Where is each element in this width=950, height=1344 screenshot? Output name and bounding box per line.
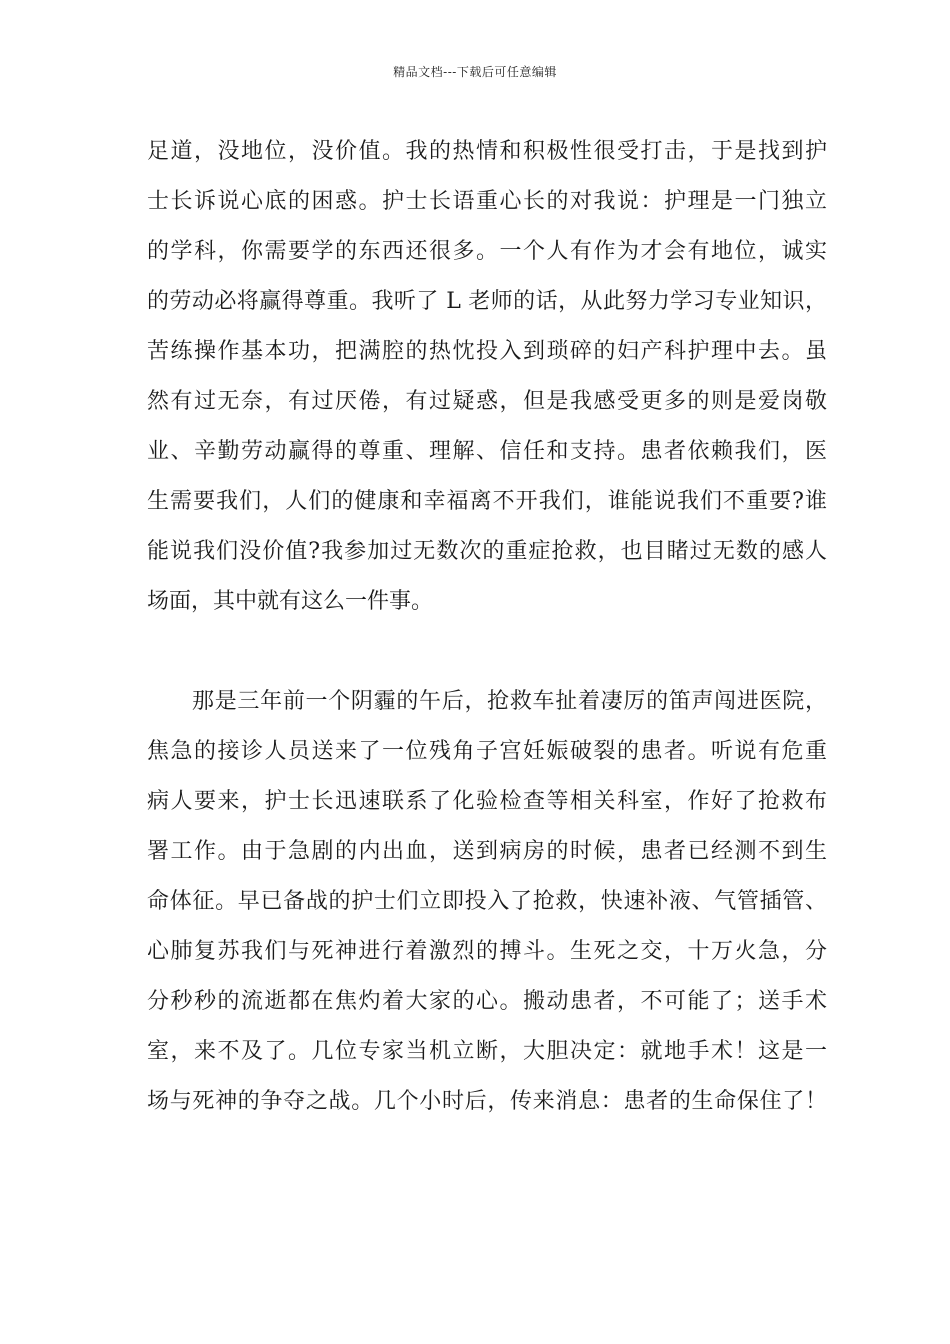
text-line: 病人要来，护士长迅速联系了化验检查等相关科室，作好了抢救布 [147,789,827,814]
text-line: 场面，其中就有这么一件事。 [147,589,434,614]
text-line: 心肺复苏我们与死神进行着激烈的搏斗。生死之交，十万火急，分 [147,939,827,964]
paragraph [147,127,827,627]
text-line: 的学科，你需要学的东西还很多。一个人有作为才会有地位，诚实 [147,239,827,264]
text-line: 的劳动必将赢得尊重。我听了 L 老师的话，从此努力学习专业知识， [147,289,827,314]
text-line: 焦急的接诊人员送来了一位残角子宫妊娠破裂的患者。听说有危重 [147,739,827,764]
text-line: 士长诉说心底的困惑。护士长语重心长的对我说：护理是一门独立 [147,189,827,214]
page-header: 精品文档---下载后可任意编辑 [393,65,557,79]
text-line: 生需要我们，人们的健康和幸福离不开我们，谁能说我们不重要?谁 [147,489,827,514]
text-line: 苦练操作基本功，把满腔的热忱投入到琐碎的妇产科护理中去。虽 [147,339,827,364]
text-line: 署工作。由于急剧的内出血，送到病房的时候，患者已经测不到生 [147,839,827,864]
paragraph [147,677,827,1127]
text-line: 足道，没地位，没价值。我的热情和积极性很受打击，于是找到护 [147,139,827,164]
text-line: 能说我们没价值?我参加过无数次的重症抢救，也目睹过无数的感人 [147,539,827,564]
text-line: 场与死神的争夺之战。几个小时后，传来消息：患者的生命保住了！ [147,1089,827,1114]
text-line: 室，来不及了。几位专家当机立断，大胆决定：就地手术！这是一 [147,1039,827,1064]
text-line: 命体征。早已备战的护士们立即投入了抢救，快速补液、气管插管、 [147,889,827,914]
text-line: 那是三年前一个阴霾的午后，抢救车扯着凄厉的笛声闯进医院， [192,689,827,714]
text-line: 业、辛勤劳动赢得的尊重、理解、信任和支持。患者依赖我们，医 [147,439,827,464]
text-line: 分秒秒的流逝都在焦灼着大家的心。搬动患者，不可能了；送手术 [147,989,827,1014]
text-line: 然有过无奈，有过厌倦，有过疑惑，但是我感受更多的则是爱岗敬 [147,389,827,414]
